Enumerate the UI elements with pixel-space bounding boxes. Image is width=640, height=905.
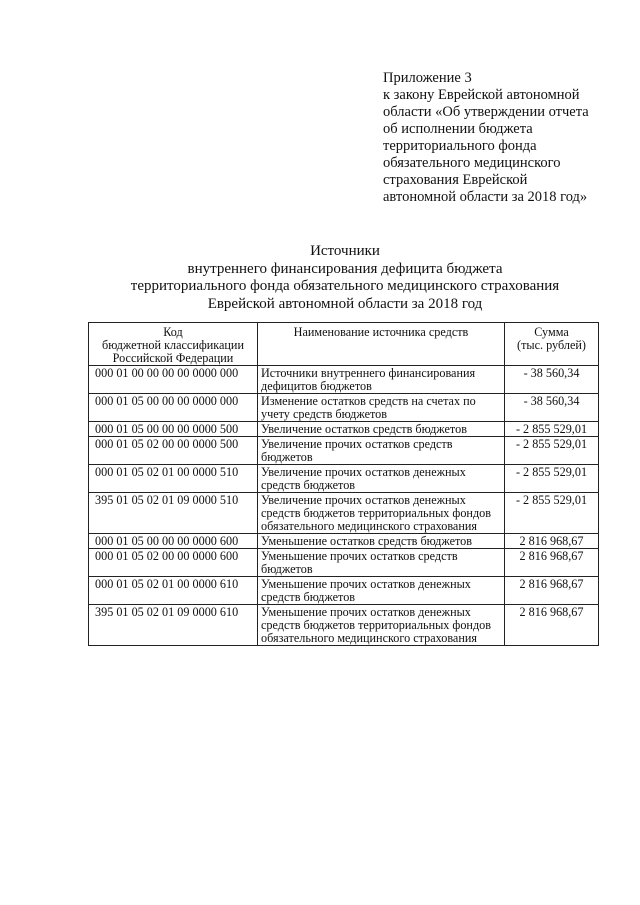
- row-amount: - 2 855 529,01: [505, 465, 599, 493]
- appendix-line: области «Об утверждении отчета: [383, 104, 589, 120]
- table-row: [89, 437, 599, 465]
- header-code-line: бюджетной классификации: [102, 338, 244, 352]
- title-line: Источники: [310, 243, 380, 259]
- row-code: 395 01 05 02 01 09 0000 510: [89, 493, 258, 534]
- table-row: [89, 394, 599, 422]
- header-amount-line: Сумма: [534, 325, 569, 339]
- row-code: 000 01 05 02 01 00 0000 610: [89, 577, 258, 605]
- table-row: [89, 605, 599, 646]
- row-amount: 2 816 968,67: [505, 534, 599, 549]
- title-line: внутреннего финансирования дефицита бюджета: [187, 260, 503, 277]
- row-code: 000 01 05 02 01 00 0000 510: [89, 465, 258, 493]
- row-name: Увеличение прочих остатков средств бюджетов: [258, 437, 505, 465]
- appendix-line: к закону Еврейской автономной: [383, 87, 580, 103]
- title-line: территориального фонда обязательного медицинского страхования: [130, 278, 560, 294]
- row-code: 000 01 05 00 00 00 0000 500: [89, 422, 258, 437]
- row-amount: - 38 560,34: [505, 366, 599, 394]
- table-row: [89, 577, 599, 605]
- row-code: 395 01 05 02 01 09 0000 610: [89, 605, 258, 646]
- row-name: Уменьшение прочих остатков денежных средств бюджетов: [258, 577, 505, 605]
- row-amount: - 2 855 529,01: [505, 437, 599, 465]
- table-row: [89, 534, 599, 549]
- table-row: [89, 422, 599, 437]
- row-name: Уменьшение прочих остатков денежных средств бюджетов территориальных фондов обязательного медицинского страхования: [258, 605, 505, 646]
- row-amount: 2 816 968,67: [505, 605, 599, 646]
- appendix-note: [383, 70, 633, 206]
- appendix-line: Приложение 3: [383, 70, 472, 86]
- table-row: [89, 493, 599, 534]
- row-code: 000 01 00 00 00 00 0000 000: [89, 366, 258, 394]
- row-code: 000 01 05 00 00 00 0000 600: [89, 534, 258, 549]
- table-row: [89, 549, 599, 577]
- row-amount: - 2 855 529,01: [505, 422, 599, 437]
- appendix-line: страхования Еврейской: [383, 172, 528, 188]
- appendix-line: обязательного медицинского: [383, 155, 561, 171]
- table-row: [89, 465, 599, 493]
- row-code: 000 01 05 02 00 00 0000 500: [89, 437, 258, 465]
- row-name: Источники внутреннего финансирования дефицитов бюджетов: [258, 366, 505, 394]
- appendix-line: автономной области за 2018 год»: [383, 189, 588, 205]
- title-line: Еврейской автономной области за 2018 год: [207, 295, 483, 312]
- row-code: 000 01 05 02 00 00 0000 600: [89, 549, 258, 577]
- row-name: Уменьшение остатков средств бюджетов: [258, 534, 505, 549]
- row-code: 000 01 05 00 00 00 0000 000: [89, 394, 258, 422]
- row-name: Увеличение остатков средств бюджетов: [258, 422, 505, 437]
- header-amount: [505, 323, 599, 366]
- row-name: Изменение остатков средств на счетах по учету средств бюджетов: [258, 394, 505, 422]
- appendix-line: об исполнении бюджета: [383, 121, 533, 137]
- sources-table: [88, 322, 599, 646]
- row-amount: - 2 855 529,01: [505, 493, 599, 534]
- document-title: [100, 243, 590, 313]
- table-row: [89, 366, 599, 394]
- header-amount-line: (тыс. рублей): [517, 338, 586, 352]
- header-name: Наименование источника средств: [258, 323, 505, 366]
- row-amount: - 38 560,34: [505, 394, 599, 422]
- row-name: Уменьшение прочих остатков средств бюджетов: [258, 549, 505, 577]
- table-header-row: [89, 323, 599, 366]
- row-amount: 2 816 968,67: [505, 577, 599, 605]
- row-name: Увеличение прочих остатков денежных средств бюджетов территориальных фондов обязательного медицинского страхования: [258, 493, 505, 534]
- row-amount: 2 816 968,67: [505, 549, 599, 577]
- header-code-line: Российской Федерации: [112, 351, 234, 365]
- header-code: [89, 323, 258, 366]
- header-code-line: Код: [163, 325, 183, 339]
- row-name: Увеличение прочих остатков денежных средств бюджетов: [258, 465, 505, 493]
- appendix-line: территориального фонда: [383, 138, 537, 154]
